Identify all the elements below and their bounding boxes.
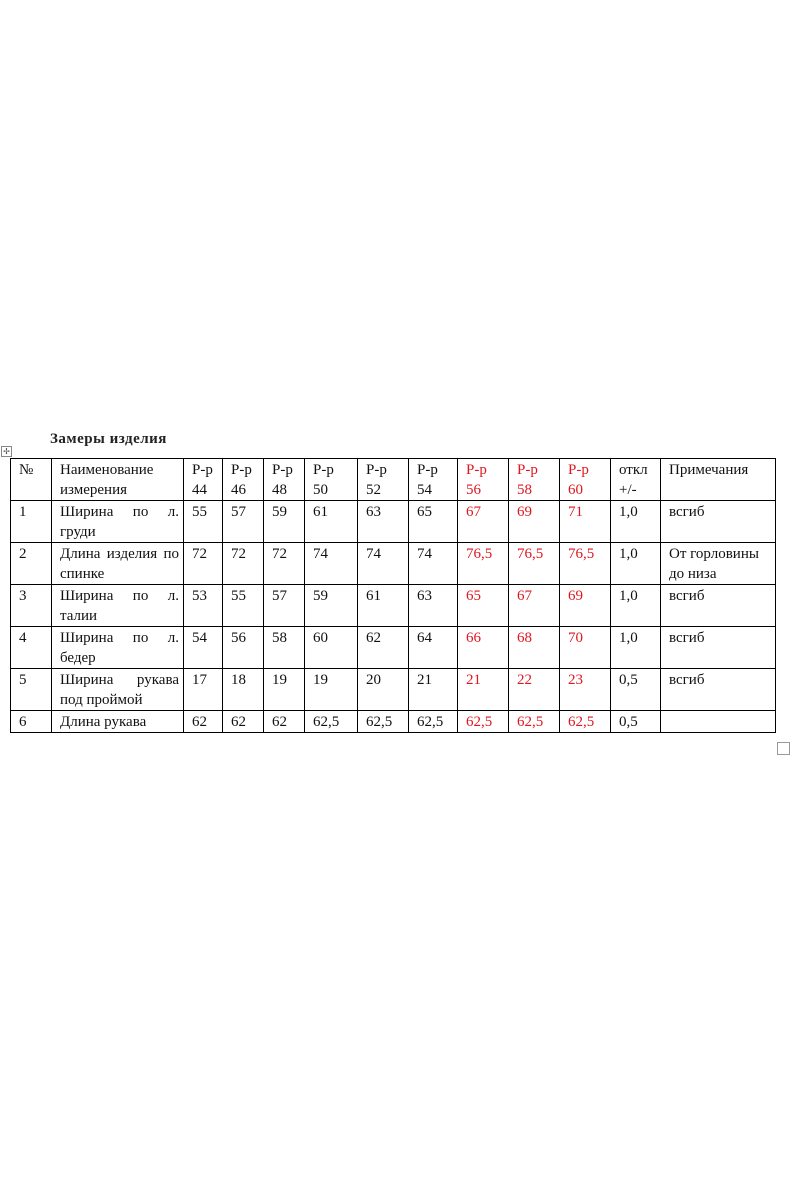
- resize-handle[interactable]: [777, 742, 790, 755]
- size-value: 62,5: [409, 711, 458, 733]
- note: [661, 711, 776, 733]
- tolerance-value: 0,5: [611, 669, 661, 711]
- size-value: 62: [358, 627, 409, 669]
- size-value: 60: [305, 627, 358, 669]
- size-value: 66: [458, 627, 509, 669]
- header-cell: [611, 459, 661, 501]
- size-value: 62,5: [509, 711, 560, 733]
- row-number: 1: [11, 501, 52, 543]
- header-text: Р-р: [272, 462, 293, 478]
- header-text: Р-р: [231, 462, 252, 478]
- tolerance-value: 0,5: [611, 711, 661, 733]
- table-row: [11, 711, 776, 733]
- measurement-name: Длина изделия по спинке: [52, 543, 184, 585]
- size-value: 62,5: [305, 711, 358, 733]
- size-value: 62: [223, 711, 264, 733]
- row-number: 3: [11, 585, 52, 627]
- note: всгиб: [661, 585, 776, 627]
- size-value: 63: [358, 501, 409, 543]
- header-cell: [560, 459, 611, 501]
- note: всгиб: [661, 501, 776, 543]
- header-text: 60: [568, 482, 583, 498]
- tolerance-value: 1,0: [611, 543, 661, 585]
- size-value: 74: [358, 543, 409, 585]
- measurement-name: Длина рукава: [52, 711, 184, 733]
- note: всгиб: [661, 627, 776, 669]
- measurement-name: Ширина по л. груди: [52, 501, 184, 543]
- measurement-name: Ширина по л. талии: [52, 585, 184, 627]
- header-cell: [223, 459, 264, 501]
- size-value: 20: [358, 669, 409, 711]
- header-text: 50: [313, 482, 328, 498]
- size-value: 64: [409, 627, 458, 669]
- header-cell: [305, 459, 358, 501]
- header-text: Р-р: [366, 462, 387, 478]
- header-cell: [184, 459, 223, 501]
- size-value: 18: [223, 669, 264, 711]
- size-value: 22: [509, 669, 560, 711]
- size-value: 21: [458, 669, 509, 711]
- header-text: 56: [466, 482, 481, 498]
- measurement-table: [10, 458, 776, 733]
- header-text: Р-р: [417, 462, 438, 478]
- size-value: 72: [223, 543, 264, 585]
- row-number: 5: [11, 669, 52, 711]
- header-cell: [409, 459, 458, 501]
- cutoff-heading: Замеры изделия: [50, 431, 167, 447]
- size-value: 57: [264, 585, 305, 627]
- tolerance-value: 1,0: [611, 627, 661, 669]
- size-value: 70: [560, 627, 611, 669]
- header-cell: [264, 459, 305, 501]
- size-value: 74: [305, 543, 358, 585]
- size-value: 63: [409, 585, 458, 627]
- header-cell: [458, 459, 509, 501]
- size-value: 19: [264, 669, 305, 711]
- header-text: 58: [517, 482, 532, 498]
- table-row: [11, 501, 776, 543]
- table-body: [11, 459, 776, 733]
- header-text: Примечания: [669, 462, 749, 478]
- size-value: 59: [305, 585, 358, 627]
- size-value: 71: [560, 501, 611, 543]
- note: всгиб: [661, 669, 776, 711]
- row-number: 2: [11, 543, 52, 585]
- header-text: 44: [192, 482, 207, 498]
- size-value: 62: [264, 711, 305, 733]
- size-value: 72: [184, 543, 223, 585]
- table-row: [11, 585, 776, 627]
- size-value: 61: [305, 501, 358, 543]
- header-cell: [661, 459, 776, 501]
- size-value: 74: [409, 543, 458, 585]
- size-value: 62: [184, 711, 223, 733]
- size-value: 54: [184, 627, 223, 669]
- note: От горловины до низа: [661, 543, 776, 585]
- size-value: 65: [458, 585, 509, 627]
- measurement-name: Ширина по л. бедер: [52, 627, 184, 669]
- size-value: 53: [184, 585, 223, 627]
- header-text: +/-: [619, 482, 637, 498]
- size-value: 19: [305, 669, 358, 711]
- header-text: Р-р: [313, 462, 334, 478]
- header-cell: [11, 459, 52, 501]
- size-value: 65: [409, 501, 458, 543]
- size-value: 57: [223, 501, 264, 543]
- tolerance-value: 1,0: [611, 585, 661, 627]
- size-value: 72: [264, 543, 305, 585]
- move-handle-icon[interactable]: ✢: [1, 446, 12, 457]
- header-text: 48: [272, 482, 287, 498]
- header-text: Р-р: [568, 462, 589, 478]
- table-row: [11, 627, 776, 669]
- header-text: откл: [619, 462, 648, 478]
- size-value: 23: [560, 669, 611, 711]
- size-value: 67: [509, 585, 560, 627]
- header-text: №: [19, 462, 34, 478]
- size-value: 56: [223, 627, 264, 669]
- header-text: Р-р: [517, 462, 538, 478]
- size-value: 55: [184, 501, 223, 543]
- size-value: 69: [560, 585, 611, 627]
- size-value: 62,5: [458, 711, 509, 733]
- header-cell: [358, 459, 409, 501]
- tolerance-value: 1,0: [611, 501, 661, 543]
- size-value: 76,5: [458, 543, 509, 585]
- header-text: Наименование: [60, 462, 154, 478]
- size-value: 69: [509, 501, 560, 543]
- header-text: 46: [231, 482, 246, 498]
- table-row: [11, 669, 776, 711]
- table-row: [11, 543, 776, 585]
- size-value: 55: [223, 585, 264, 627]
- size-value: 59: [264, 501, 305, 543]
- header-text: 54: [417, 482, 432, 498]
- header-text: измерения: [60, 482, 128, 498]
- size-value: 17: [184, 669, 223, 711]
- row-number: 4: [11, 627, 52, 669]
- size-value: 76,5: [509, 543, 560, 585]
- header-cell: [509, 459, 560, 501]
- header-text: Р-р: [192, 462, 213, 478]
- size-value: 21: [409, 669, 458, 711]
- header-row: [11, 459, 776, 501]
- size-value: 62,5: [358, 711, 409, 733]
- header-text: 52: [366, 482, 381, 498]
- size-value: 67: [458, 501, 509, 543]
- size-value: 68: [509, 627, 560, 669]
- measurement-name: Ширина рукава под проймой: [52, 669, 184, 711]
- size-value: 62,5: [560, 711, 611, 733]
- size-value: 61: [358, 585, 409, 627]
- row-number: 6: [11, 711, 52, 733]
- header-cell: [52, 459, 184, 501]
- header-text: Р-р: [466, 462, 487, 478]
- size-value: 76,5: [560, 543, 611, 585]
- size-value: 58: [264, 627, 305, 669]
